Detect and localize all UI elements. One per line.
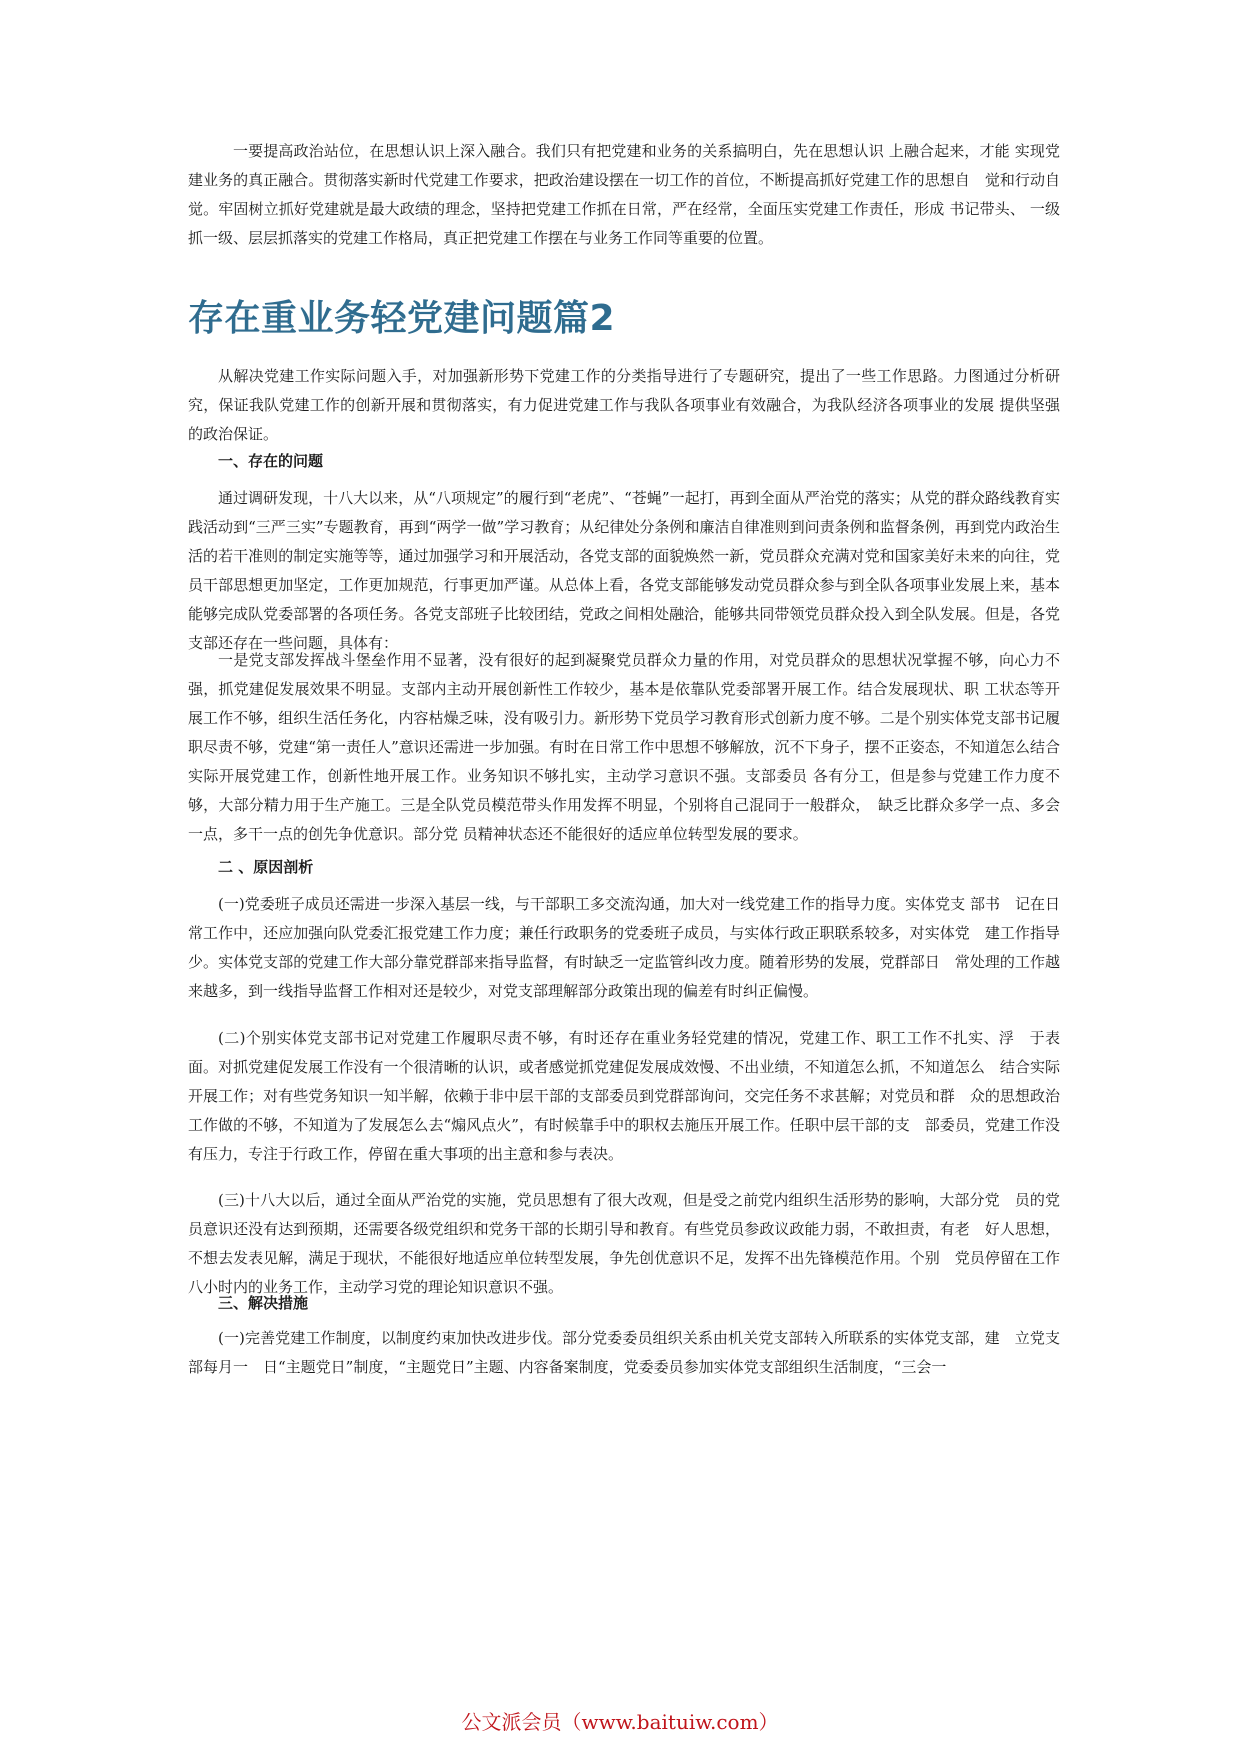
section-heading-causes: 二 、原因剖析 — [218, 858, 314, 876]
problems-paragraph-2: 一是党支部发挥战斗堡垒作用不显著，没有很好的起到凝聚党员群众力量的作用，对党员群众的思想状况掌握不够，向心力不强，抓党建促发展效果不明显。支部内主动开展创新性工作较少，基本是依靠队党委部署开展工作。结合发展现状、职 工状态等开展工作不够，组织生活任务化，内容枯燥乏味，没有吸引力。新形势下党员学习教育形式创新力度不够。二是个别实体党支部书记履职尽责不够，党建“第一责任人”意识还需进一步加强。有时在日常工作中思想不够解放，沉不下身子，摆不正姿态，不知道怎么结合实际开展党建工作，创新性地开展工作。业务知识不够扎实，主动学习意识不强。支部委员 各有分工，但是参与党建工作力度不够，大部分精力用于生产施工。三是全队党员模范带头作用发挥不明显，个别将自己混同于一般群众， 缺乏比群众多学一点、多会一点，多干一点的创先争优意识。部分党 员精神状态还不能很好的适应单位转型发展的要求。 — [188, 651, 1060, 843]
footer-watermark[interactable]: 公文派会员（www.baituiw.com） — [461, 1710, 779, 1734]
intro-paragraph: 一要提高政治站位，在思想认识上深入融合。我们只有把党建和业务的关系搞明白，先在思想认识 上融合起来，才能 实现党建业务的真正融合。贯彻落实新时代党建工作要求，把政治建设摆在一切工作的首位，不断提高抓好党建工作的思想自 觉和行动自觉。牢固树立抓好党建就是最大政绩的理念，坚持把党建工作抓在日常，严在经常，全面压实党建工作责任，形成 书记带头、 一级抓一级、层层抓落实的党建工作格局，真正把党建工作摆在与业务工作同等重要的位置。 — [188, 142, 1060, 247]
lead-paragraph: 从解决党建工作实际问题入手，对加强新形势下党建工作的分类指导进行了专题研究，提出了一些工作思路。力图通过分析研究，保证我队党建工作的创新开展和贯彻落实，有力促进党建工作与我队各项事业有效融合，为我队经济各项事业的发展 提供坚强的政治保证。 — [188, 367, 1060, 443]
section-heading-problems: 一、存在的问题 — [218, 452, 324, 470]
article-title: 存在重业务轻党建问题篇2 — [188, 298, 616, 339]
causes-paragraph-3: (三)十八大以后，通过全面从严治党的实施，党员思想有了很大改观，但是受之前党内组织生活形势的影响，大部分党 员的党员意识还没有达到预期，还需要各级党组织和党务干部的长期引导和教育。有些党员参政议政能力弱，不敢担责，有老 好人思想，不想去发表见解，满足于现状，不能很好地适应单位转型发展，争先创优意识不足，发挥不出先锋模范作用。个别 党员停留在工作八小时内的业务工作，主动学习党的理论知识意识不强。 — [188, 1191, 1060, 1296]
causes-paragraph-2: (二)个别实体党支部书记对党建工作履职尽责不够，有时还存在重业务轻党建的情况，党建工作、职工工作不扎实、浮 于表面。对抓党建促发展工作没有一个很清晰的认识，或者感觉抓党建促发展成效慢、不出业绩，不知道怎么抓，不知道怎么 结合实际开展工作；对有些党务知识一知半解，依赖于非中层干部的支部委员到党群部询问，交完任务不求甚解；对党员和群 众的思想政治工作做的不够，不知道为了发展怎么去“煽风点火”，有时候靠手中的职权去施压开展工作。任职中层干部的支 部委员，党建工作没有压力，专注于行政工作，停留在重大事项的出主意和参与表决。 — [188, 1029, 1060, 1163]
section-heading-measures: 三、解决措施 — [218, 1294, 309, 1312]
causes-paragraph-1: (一)党委班子成员还需进一步深入基层一线，与干部职工多交流沟通，加大对一线党建工作的指导力度。实体党支 部书 记在日常工作中，还应加强向队党委汇报党建工作力度；兼任行政职务的党委班子成员，与实体行政正职联系较多，对实体党 建工作指导少。实体党支部的党建工作大部分靠党群部来指导监督，有时缺乏一定监管纠改力度。随着形势的发展，党群部日 常处理的工作越来越多，到一线指导监督工作相对还是较少，对党支部理解部分政策出现的偏差有时纠正偏慢。 — [188, 895, 1060, 1000]
measures-paragraph-1: (一)完善党建工作制度，以制度约束加快改进步伐。部分党委委员组织关系由机关党支部转入所联系的实体党支部，建 立党支部每月一 日“主题党日”制度，“主题党日”主题、内容备案制度，党委委员参加实体党支部组织生活制度，“三会一 — [188, 1329, 1060, 1376]
problems-paragraph-1: 通过调研发现，十八大以来，从“八项规定”的履行到“老虎”、“苍蝇”一起打，再到全面从严治党的落实；从党的群众路线教育实践活动到“三严三实”专题教育，再到“两学一做”学习教育；从纪律处分条例和廉洁自律准则到问责条例和监督条例，再到党内政治生活的若干准则的制定实施等等，通过加强学习和开展活动，各党支部的面貌焕然一新，党员群众充满对党和国家美好未来的向往，党员干部思想更加坚定，工作更加规范，行事更加严谨。从总体上看，各党支部能够发动党员群众参与到全队各项事业发展上来，基本能够完成队党委部署的各项任务。各党支部班子比较团结，党政之间相处融洽，能够共同带领党员群众投入到全队发展。但是，各党支部还存在一些问题，具体有： — [188, 489, 1060, 652]
